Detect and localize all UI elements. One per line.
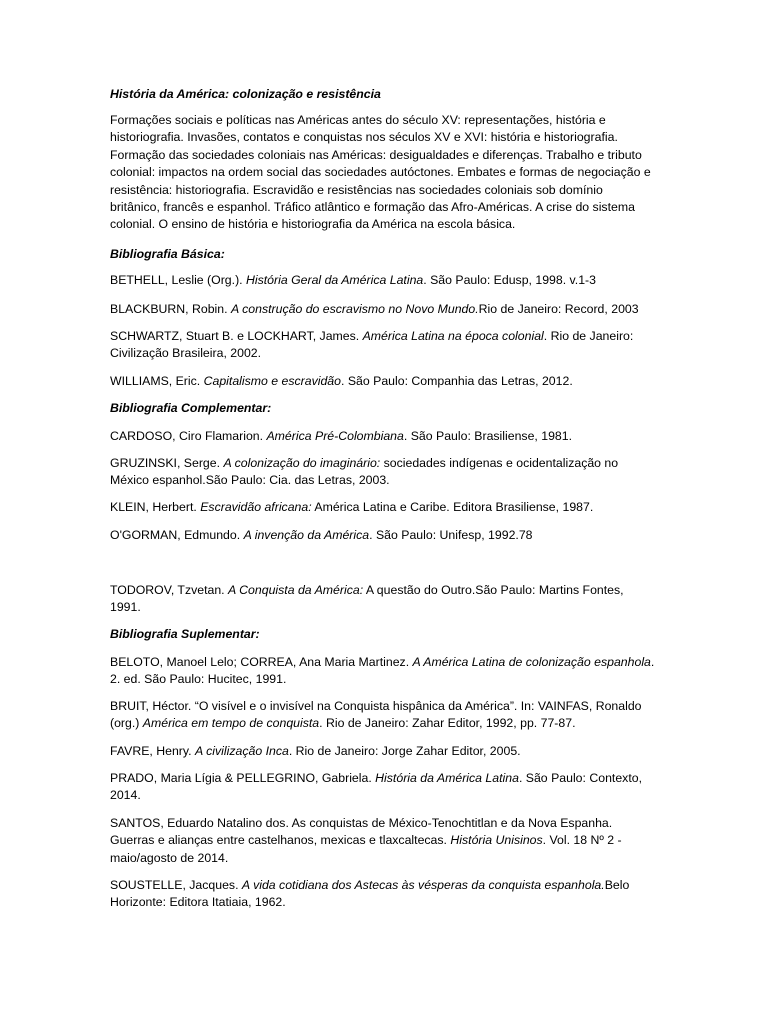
entry-title: A vida cotidiana dos Astecas às vésperas da conquista espanhola. xyxy=(241,878,605,892)
bibliography-entry xyxy=(110,743,655,760)
bibliography-entry xyxy=(110,455,655,490)
bibliography-entry xyxy=(110,373,655,390)
bibliography-entry xyxy=(110,582,655,617)
entry-author: GRUZINSKI, Serge. xyxy=(110,456,224,470)
basic-bibliography-heading: Bibliografia Básica: xyxy=(110,247,225,261)
entry-title: Escravidão africana: xyxy=(200,500,312,514)
entry-publication: América Latina e Caribe. Editora Brasiliense, 1987. xyxy=(311,500,594,514)
entry-author: O'GORMAN, Edmundo. xyxy=(110,528,244,542)
entry-publication: A questão do Outro.São Paulo: Martins Fontes, 1991. xyxy=(110,583,624,615)
entry-publication: . Rio de Janeiro: Civilização Brasileira, 2002. xyxy=(110,329,634,361)
bibliography-entry xyxy=(110,328,655,363)
entry-title: A invenção da América xyxy=(243,528,370,542)
entry-publication: Belo Horizonte: Editora Itatiaia, 1962. xyxy=(110,878,630,910)
entry-title: História da América Latina xyxy=(375,771,519,785)
entry-title: História Unisinos xyxy=(450,833,543,848)
entry-author: BRUIT, Héctor. “O visível e o invisível na Conquista hispânica da América”. In: VAINFAS, Ronaldo (org.) xyxy=(110,699,642,731)
entry-publication: . Rio de Janeiro: Jorge Zahar Editor, 2005. xyxy=(288,744,521,758)
entry-publication: . São Paulo: Edusp, 1998. v.1-3 xyxy=(423,273,596,287)
bibliography-entry xyxy=(110,877,655,912)
complementary-bibliography-heading: Bibliografia Complementar: xyxy=(110,401,272,415)
entry-title: História Geral da América Latina xyxy=(246,273,424,287)
entry-author: BLACKBURN, Robin. xyxy=(110,302,231,316)
document-title: História da América: colonização e resistência xyxy=(110,87,381,101)
bibliography-entry xyxy=(110,428,655,445)
bibliography-entry xyxy=(110,301,655,318)
entry-publication: . São Paulo: Contexto, 2014. xyxy=(110,771,642,803)
bibliography-entry xyxy=(110,499,655,516)
entry-title: América Pré-Colombiana xyxy=(266,429,404,443)
entry-title: Capitalismo e escravidão xyxy=(203,374,341,388)
entry-publication: . Rio de Janeiro: Zahar Editor, 1992, pp. 77-87. xyxy=(319,716,576,731)
entry-author: BETHELL, Leslie (Org.). xyxy=(110,273,246,287)
bibliography-entry xyxy=(110,272,655,289)
bibliography-entry xyxy=(110,527,655,544)
entry-title: A colonização do imaginário: xyxy=(223,456,381,470)
entry-title: A construção do escravismo no Novo Mundo. xyxy=(230,302,479,316)
entry-title: A América Latina de colonização espanhola xyxy=(412,655,651,669)
entry-author: FAVRE, Henry. xyxy=(110,744,195,758)
course-summary: Formações sociais e políticas nas Américas antes do século XV: representações, história e historiografia. Invasões, contatos e conquistas nos séculos XV e XVI: história e historiografia. Formação das sociedades coloniais nas Américas: desigualdades e diferenças. Trabalho e tributo colonial: impactos na ordem social das sociedades autóctones. Embates e formas de negociação e resistência: historiografia. Escravidão e resistências nas sociedades coloniais sob domínio britânico, francês e espanhol. Tráfico atlântico e formação das Afro-Américas. A crise do sistema colonial. O ensino de história e historiografia da América na escola básica. xyxy=(110,113,651,232)
entry-publication: . São Paulo: Unifesp, 1992.78 xyxy=(369,528,533,542)
entry-title: A Conquista da América: xyxy=(228,583,364,597)
bibliography-entry xyxy=(110,815,655,867)
entry-title: América Latina na época colonial xyxy=(362,329,544,343)
entry-author: KLEIN, Herbert. xyxy=(110,500,201,514)
entry-author: PRADO, Maria Lígia & PELLEGRINO, Gabriela. xyxy=(110,771,376,785)
supplementary-bibliography-heading: Bibliografia Suplementar: xyxy=(110,627,260,641)
entry-author: SOUSTELLE, Jacques. xyxy=(110,878,242,892)
bibliography-entry xyxy=(110,698,655,733)
entry-author: BELOTO, Manoel Lelo; CORREA, Ana Maria Martinez. xyxy=(110,655,413,669)
entry-author: WILLIAMS, Eric. xyxy=(110,374,204,388)
entry-publication: . Vol. 18 Nº 2 - maio/agosto de 2014. xyxy=(110,833,622,865)
entry-author: TODOROV, Tzvetan. xyxy=(110,583,229,597)
entry-publication: Rio de Janeiro: Record, 2003 xyxy=(478,302,639,316)
bibliography-entry xyxy=(110,770,655,805)
entry-publication: . 2. ed. São Paulo: Hucitec, 1991. xyxy=(110,655,655,687)
entry-title: A civilização Inca xyxy=(194,744,289,758)
entry-title: América em tempo de conquista xyxy=(142,716,320,731)
entry-publication: . São Paulo: Companhia das Letras, 2012. xyxy=(341,374,573,388)
entry-author: SCHWARTZ, Stuart B. e LOCKHART, James. xyxy=(110,329,363,343)
entry-publication: sociedades indígenas e ocidentalização no México espanhol.São Paulo: Cia. das Letras, 2003. xyxy=(110,456,619,488)
entry-author: SANTOS, Eduardo Natalino dos. As conquistas de México-Tenochtitlan e da Nova Espanha. Guerras e alianças entre castelhanos, mexicas e tlaxcaltecas. xyxy=(110,816,613,848)
bibliography-entry xyxy=(110,654,655,689)
entry-publication: . São Paulo: Brasiliense, 1981. xyxy=(403,429,573,443)
entry-author: CARDOSO, Ciro Flamarion. xyxy=(110,429,267,443)
